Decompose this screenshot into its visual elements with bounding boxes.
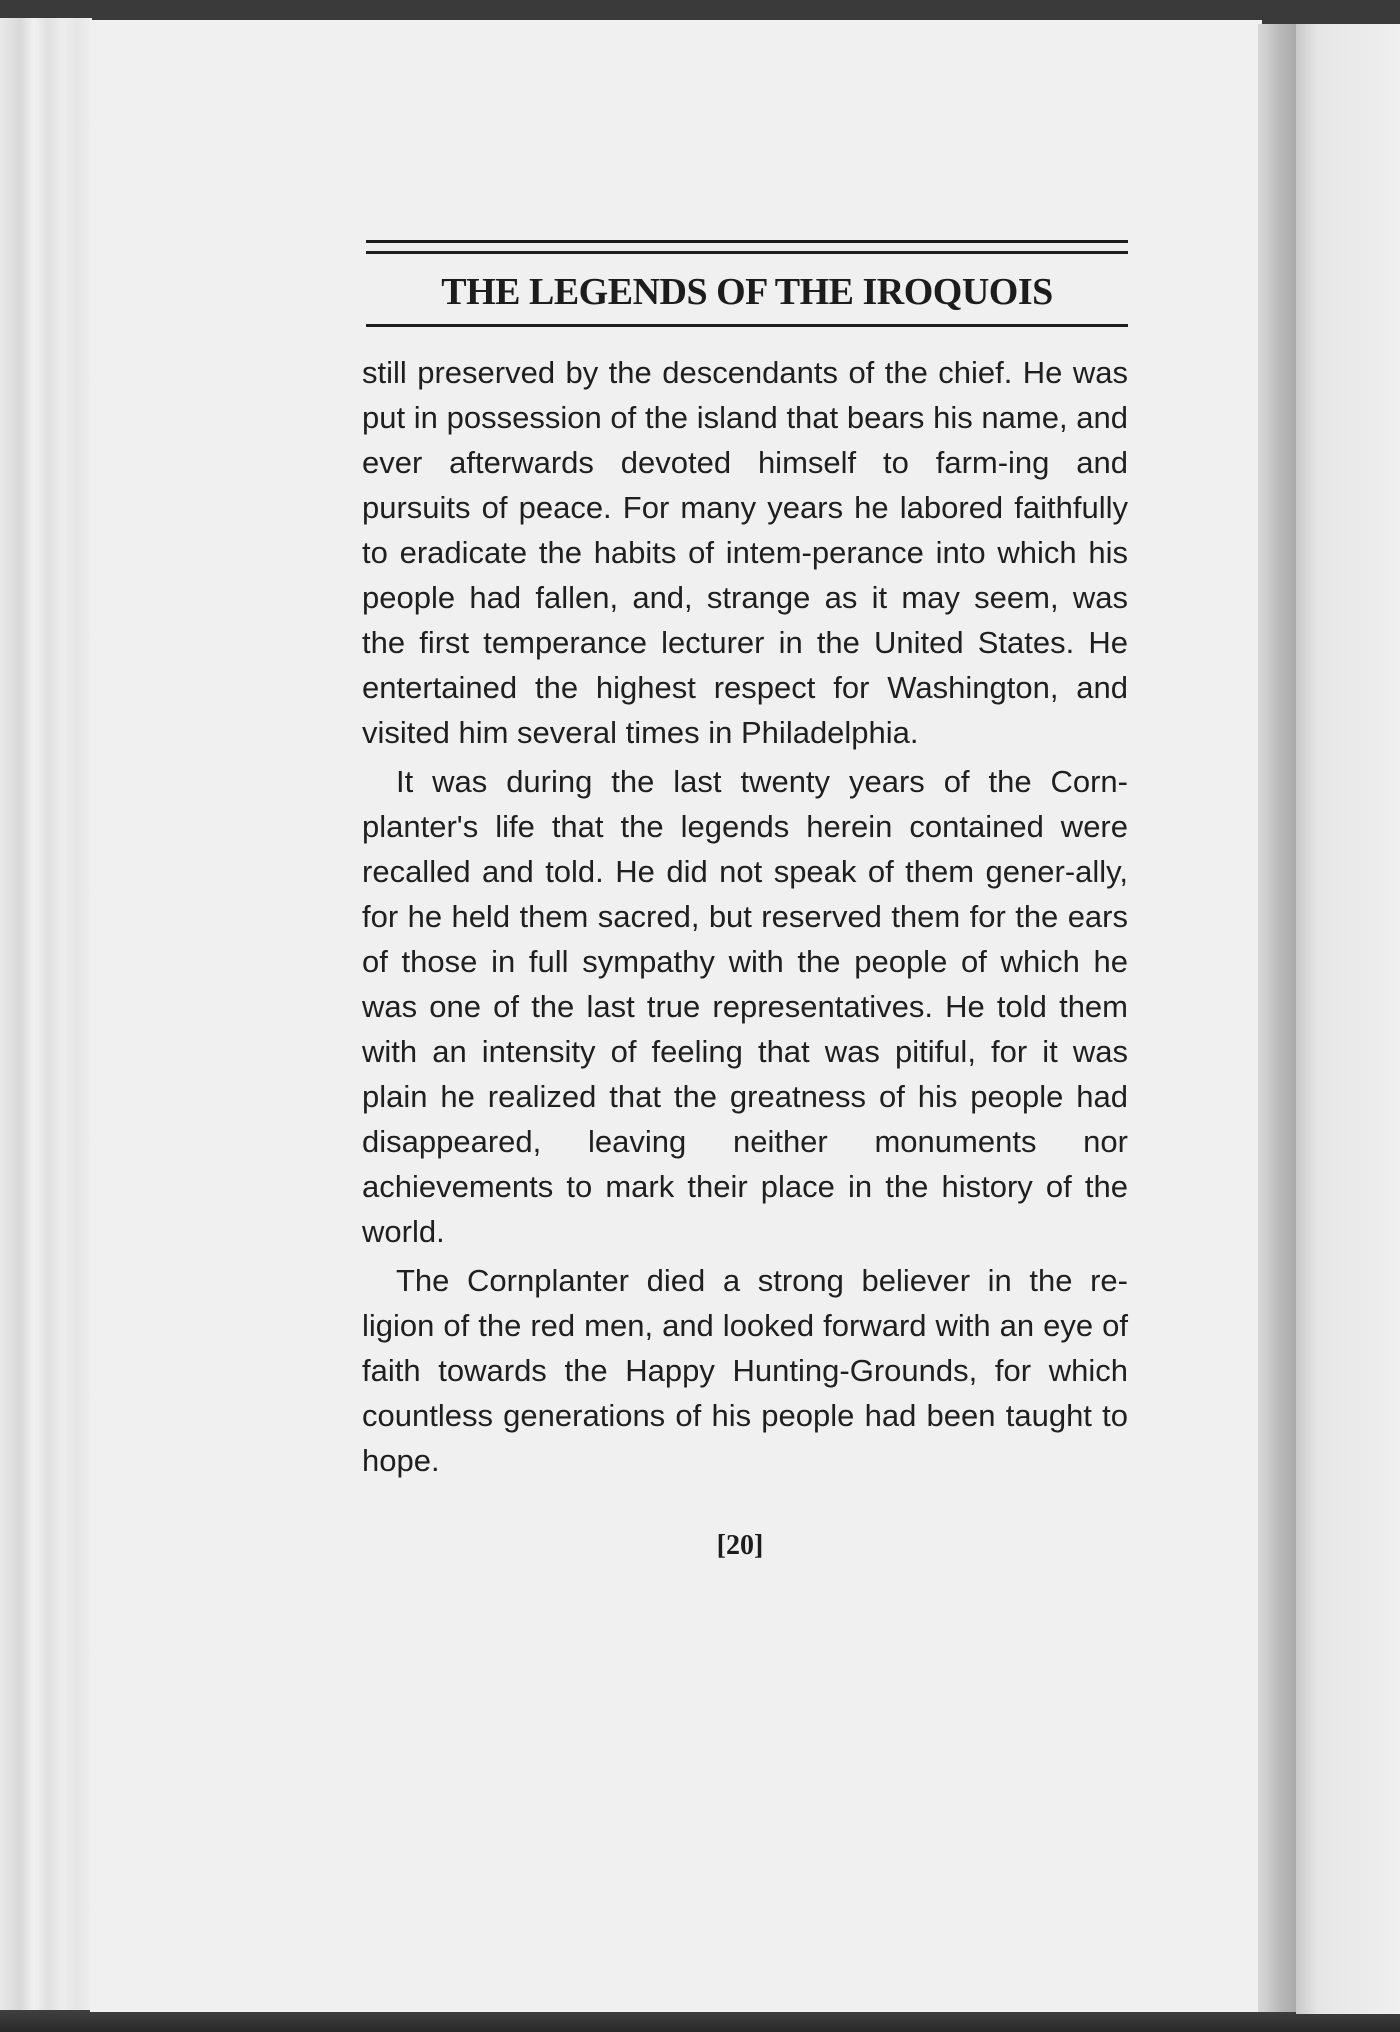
facing-page-edge [1296,24,1400,2014]
paragraph-1: still preserved by the descendants of the chief. He was put in possession of the island that bears his name, and ever afterwards devoted himself to farm-ing and pursuits of peace. For many years he labored faithfully to eradicate the habits of intem-perance into which his people had fallen, and, strange as it may seem, was the first temperance lecturer in the United States. He entertained the highest respect for Washington, and visited him several times in Philadelphia. [362,355,1128,750]
page-number: [20] [716,1530,764,1561]
header-double-rule [366,240,1128,254]
running-title: THE LEGENDS OF THE IROQUOIS [441,271,1053,313]
gutter-shadow [1258,24,1298,2012]
page-body [362,350,1128,1483]
header-rule [366,324,1128,327]
book-page-edges [0,18,92,2010]
paragraph-3: The Cornplanter died a strong believer in the re-ligion of the red men, and looked forward with an eye of faith towards the Happy Hunting-Grounds, for which countless generations of his people had been taught to hope. [362,1263,1128,1478]
paragraph-2: It was during the last twenty years of the Corn-planter's life that the legends herein contained were recalled and told. He did not speak of them gener-ally, for he held them sacred, but reserved them for the ears of those in full sympathy with the people of which he was one of the last true representatives. He told them with an intensity of feeling that was pitiful, for it was plain he realized that the greatness of his people had disappeared, leaving neither monuments nor achievements to mark their place in the history of the world. [362,764,1128,1249]
running-header [366,240,1128,327]
